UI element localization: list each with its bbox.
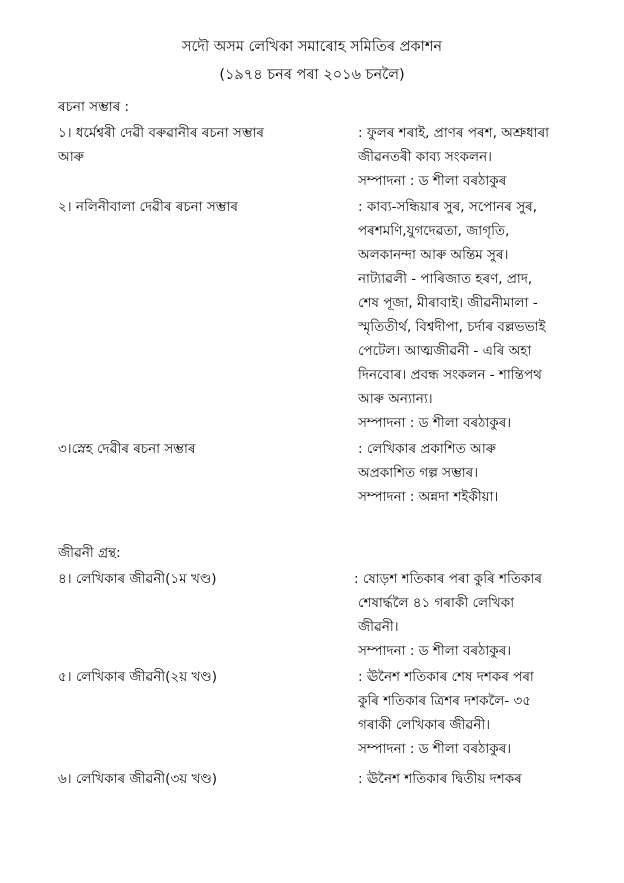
entry-detail: জীৱনী। — [358, 619, 399, 635]
entry-detail: : ষোড়শ শতিকাৰ পৰা কুৰি শতিকাৰ — [354, 571, 542, 587]
entry-title: ৫। লেখিকাৰ জীৱনী(২য় খণ্ড) — [58, 669, 218, 685]
entry-detail: দিনবোৰ। প্ৰবন্ধ সংকলন - শান্তিপথ — [358, 367, 542, 383]
entry-editor: সম্পাদনা : ড শীলা বৰঠাকুৰ। — [358, 415, 512, 431]
entry-detail: নাট্যাৱলী - পাৰিজাত হৰণ, প্ৰাদ, — [358, 271, 533, 287]
entry-editor: সম্পাদনা : ড শীলা বৰঠাকুৰ। — [358, 643, 512, 659]
section-heading: জীৱনী গ্ৰন্থ: — [58, 545, 121, 561]
entry-detail: : ঊনৈশ শতিকাৰ শেষ দশকৰ পৰা — [358, 669, 534, 685]
entry-detail: অপ্ৰকাশিত গল্প সম্ভাৰ। — [358, 465, 479, 481]
entry-detail: : কাব্য-সন্ধিয়াৰ সুৰ, সপোনৰ সুৰ, — [358, 199, 538, 215]
page-subtitle: (১৯৭৪ চনৰ পৰা ২০১৬ চনলৈ) — [219, 67, 405, 83]
entry-editor: সম্পাদনা : ড শীলা বৰঠাকুৰ — [358, 173, 507, 189]
entry-title: ৪। লেখিকাৰ জীৱনী(১ম খণ্ড) — [58, 571, 217, 587]
page-title: সদৌ অসম লেখিকা সমাৰোহ সমিতিৰ প্ৰকাশন — [181, 39, 443, 55]
entry-editor: সম্পাদনা : অন্নদা শইকীয়া। — [358, 489, 499, 505]
section-heading: ৰচনা সম্ভাৰ : — [58, 99, 130, 115]
entry-title: ৬। লেখিকাৰ জীৱনী(৩য় খণ্ড) — [58, 771, 218, 787]
entry-detail: : ঊনৈশ শতিকাৰ দ্বিতীয় দশকৰ — [358, 771, 522, 787]
entry-detail: জীৱনতৰী কাব্য সংকলন। — [358, 149, 492, 165]
entry-detail: : ফুলৰ শৰাই, প্ৰাণৰ পৰশ, অশ্ৰুধাৰা — [358, 125, 550, 141]
entry-editor: সম্পাদনা : ড শীলা বৰঠাকুৰ। — [358, 741, 512, 757]
entry-detail: : লেখিকাৰ প্ৰকাশিত আৰু — [358, 441, 496, 457]
entry-title: ২। নলিনীবালা দেৱীৰ ৰচনা সম্ভাৰ — [58, 199, 238, 215]
entry-title: ৩।স্নেহ দেৱীৰ ৰচনা সম্ভাৰ — [58, 441, 196, 457]
entry-detail: পৰশমণি,যুগদেৱতা, জাগৃতি, — [358, 223, 510, 239]
entry-detail: স্মৃতিতীৰ্থ, বিশ্বদীপা, চৰ্দাৰ বল্লভভাই — [358, 319, 546, 335]
entry-detail: গৰাকী লেখিকাৰ জীৱনী। — [358, 717, 491, 733]
entry-title: ১। ধৰ্মেশ্বৰী দেৱী বৰুৱানীৰ ৰচনা সম্ভাৰ — [58, 125, 265, 141]
entry-detail: আৰু অন্যান্য। — [358, 391, 433, 407]
entry-detail: শেষ পূজা, মীৰাবাই। জীৱনীমালা - — [358, 295, 538, 311]
entry-detail: অলকানন্দা আৰু অন্তিম সুৰ। — [358, 247, 509, 263]
entry-detail: পেটেল। আত্মজীৱনী - এৰি অহা — [358, 343, 532, 359]
entry-title-cont: আৰু — [58, 149, 84, 165]
entry-detail: শেষাৰ্দ্ধলৈ ৪১ গৰাকী লেখিকা — [358, 595, 515, 611]
entry-detail: কুৰি শতিকাৰ ত্ৰিশৰ দশকলৈ- ৩৫ — [358, 693, 532, 709]
